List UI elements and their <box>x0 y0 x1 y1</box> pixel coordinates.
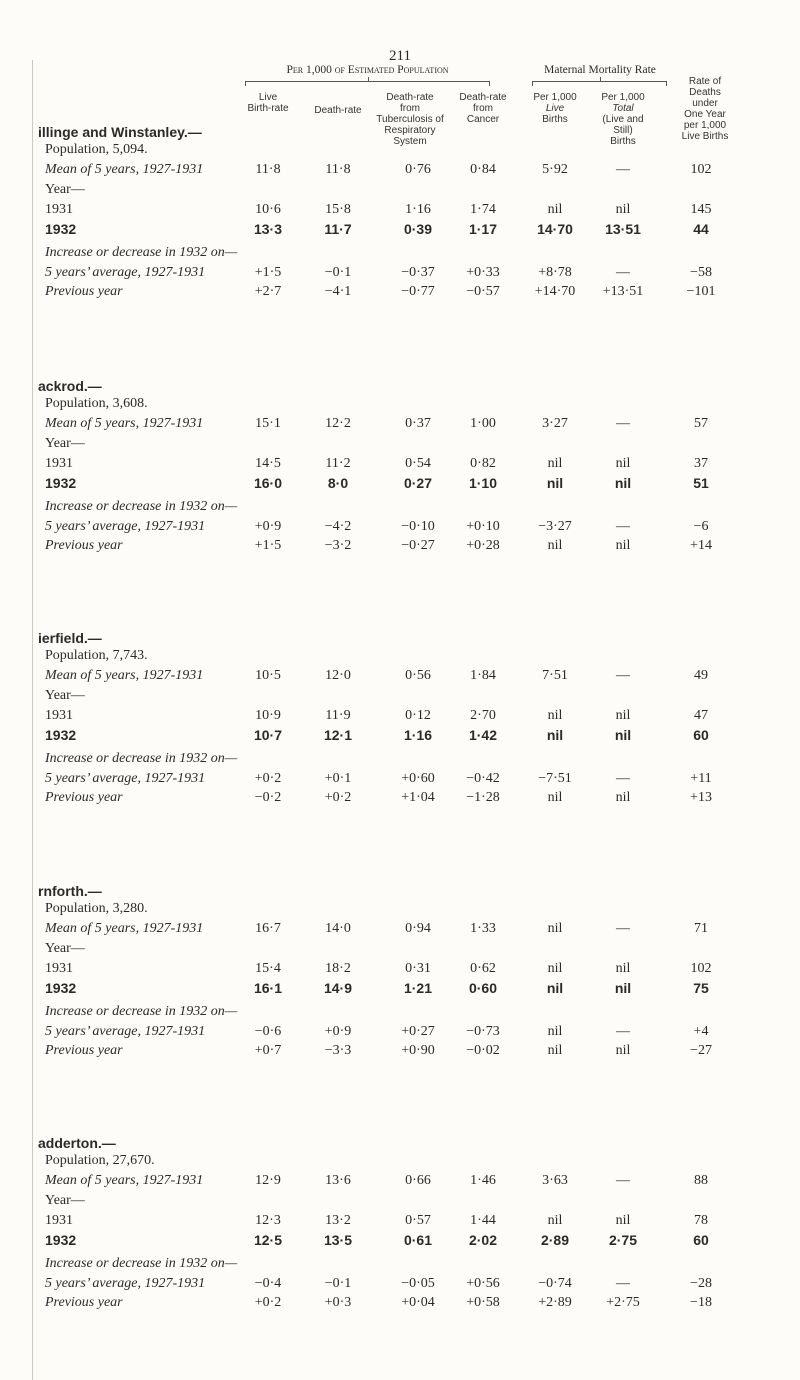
year-1931-row-value: nil <box>547 708 563 723</box>
mean-row-value: 57 <box>694 416 708 431</box>
mean-row-label: Mean of 5 years, 1927-1931 <box>45 668 204 683</box>
mean-row-value: 3·27 <box>542 416 568 431</box>
mean-row-value: — <box>616 668 630 683</box>
year-1932-row-value: 14·70 <box>537 221 573 237</box>
year-1932-row-value: 2·89 <box>540 1232 570 1248</box>
mean-row-label: Mean of 5 years, 1927-1931 <box>45 162 204 177</box>
year-heading-label: Year— <box>45 688 85 703</box>
change-vs-average-row-value: +0·33 <box>466 265 500 280</box>
year-1932-row-label: 1932 <box>45 727 77 743</box>
header-brace-maternal <box>532 81 667 82</box>
change-vs-average-row-value: +0·60 <box>401 771 435 786</box>
change-vs-previous-row-label: Previous year <box>45 538 123 553</box>
header-group-maternal: Maternal Mortality Rate <box>544 64 656 76</box>
mean-row-value: nil <box>547 921 563 936</box>
district-name: rnforth.— <box>38 883 102 899</box>
year-1931-row-value: 11·2 <box>325 456 351 471</box>
change-vs-average-row-value: −28 <box>690 1276 712 1291</box>
mean-row-value: 7·51 <box>542 668 568 683</box>
year-1931-row-value: nil <box>547 456 563 471</box>
mean-row-value: 1·33 <box>470 921 496 936</box>
change-vs-previous-row-value: −27 <box>690 1043 712 1058</box>
year-1931-row-label: 1931 <box>45 202 73 217</box>
change-vs-previous-row-value: +1·04 <box>401 790 435 805</box>
change-vs-average-row-label: 5 years’ average, 1927-1931 <box>45 771 206 786</box>
mean-row-value: — <box>616 921 630 936</box>
district-name: illinge and Winstanley.— <box>38 124 202 140</box>
year-1932-row-value: 51 <box>693 475 709 491</box>
change-vs-average-row-value: −0·05 <box>401 1276 435 1291</box>
year-1931-row-value: 12·3 <box>255 1213 281 1228</box>
year-1932-row-value: nil <box>546 980 564 996</box>
mean-row-value: 1·84 <box>470 668 496 683</box>
population-label: Population, 3,608. <box>45 396 148 411</box>
change-vs-previous-row-value: −0·77 <box>401 284 435 299</box>
year-1932-row-value: 13·51 <box>605 221 641 237</box>
year-1931-row-value: nil <box>615 961 631 976</box>
mean-row-value: 13·6 <box>325 1173 351 1188</box>
mean-row-value: 16·7 <box>255 921 281 936</box>
change-vs-previous-row-value: nil <box>547 1043 563 1058</box>
change-vs-average-row-value: +0·2 <box>254 771 282 786</box>
year-1931-row-value: nil <box>547 202 563 217</box>
change-vs-previous-row-value: +0·58 <box>466 1295 500 1310</box>
year-1932-row-value: 14·9 <box>323 980 353 996</box>
change-vs-average-row-value: +11 <box>690 771 712 786</box>
change-vs-average-row-value: −0·74 <box>538 1276 572 1291</box>
year-1931-row-value: 10·9 <box>255 708 281 723</box>
district-name: adderton.— <box>38 1135 116 1151</box>
year-1931-row-value: nil <box>547 961 563 976</box>
mean-row-value: 15·1 <box>255 416 281 431</box>
mean-row-value: 1·46 <box>470 1173 496 1188</box>
year-1932-row-value: 0·39 <box>403 221 433 237</box>
change-vs-previous-row-value: +2·7 <box>254 284 282 299</box>
change-heading-label: Increase or decrease in 1932 on— <box>45 1004 238 1019</box>
year-1932-row-value: nil <box>614 727 632 743</box>
change-vs-previous-row-value: nil <box>615 790 631 805</box>
year-heading-label: Year— <box>45 182 85 197</box>
mean-row-value: 12·9 <box>255 1173 281 1188</box>
year-1932-row-value: 1·10 <box>468 475 498 491</box>
population-label: Population, 27,670. <box>45 1153 155 1168</box>
year-1931-row-value: 145 <box>690 202 712 217</box>
change-vs-average-row-value: −4·2 <box>324 519 352 534</box>
mean-row-value: 0·56 <box>405 668 431 683</box>
year-1932-row-value: 12·5 <box>253 1232 283 1248</box>
mean-row-value: — <box>616 1173 630 1188</box>
change-vs-average-row-value: +8·78 <box>538 265 572 280</box>
year-1932-row-value: 12·1 <box>323 727 353 743</box>
mean-row-value: 0·94 <box>405 921 431 936</box>
change-vs-average-row-value: +0·56 <box>466 1276 500 1291</box>
change-vs-previous-row-value: −18 <box>690 1295 712 1310</box>
year-1932-row-value: 16·1 <box>253 980 283 996</box>
change-vs-average-row-value: −58 <box>690 265 712 280</box>
mean-row-value: 3·63 <box>542 1173 568 1188</box>
year-1931-row-value: 0·82 <box>470 456 496 471</box>
population-label: Population, 3,280. <box>45 901 148 916</box>
mean-row-value: 10·5 <box>255 668 281 683</box>
year-1931-row-value: 13·2 <box>325 1213 351 1228</box>
year-1932-row-label: 1932 <box>45 1232 77 1248</box>
year-heading-label: Year— <box>45 436 85 451</box>
change-vs-previous-row-value: +0·3 <box>324 1295 352 1310</box>
mean-row-value: 0·66 <box>405 1173 431 1188</box>
change-vs-previous-row-value: +0·04 <box>401 1295 435 1310</box>
change-vs-average-row-value: +0·9 <box>254 519 282 534</box>
change-vs-average-row-label: 5 years’ average, 1927-1931 <box>45 1276 206 1291</box>
mean-row-value: 102 <box>690 162 712 177</box>
change-vs-previous-row-value: +0·2 <box>254 1295 282 1310</box>
change-vs-average-row-value: −3·27 <box>538 519 572 534</box>
year-1931-row-label: 1931 <box>45 456 73 471</box>
change-vs-previous-row-label: Previous year <box>45 1295 123 1310</box>
change-vs-average-row-value: +0·27 <box>401 1024 435 1039</box>
change-vs-previous-row-value: −0·02 <box>466 1043 500 1058</box>
header-group-population: Per 1,000 of Estimated Population <box>286 64 449 76</box>
change-vs-previous-row-value: +0·7 <box>254 1043 282 1058</box>
change-vs-previous-row-label: Previous year <box>45 790 123 805</box>
year-1932-row-value: 16·0 <box>253 475 283 491</box>
year-1932-row-value: 1·16 <box>403 727 433 743</box>
change-vs-previous-row-value: −1·28 <box>466 790 500 805</box>
year-1931-row-value: nil <box>615 708 631 723</box>
mean-row-value: 11·8 <box>325 162 351 177</box>
mean-row-value: — <box>616 162 630 177</box>
year-1932-row-value: nil <box>614 980 632 996</box>
mean-row-value: 0·76 <box>405 162 431 177</box>
change-vs-average-row-value: −7·51 <box>538 771 572 786</box>
change-vs-average-row-value: nil <box>547 1024 563 1039</box>
year-1931-row-label: 1931 <box>45 961 73 976</box>
year-1931-row-label: 1931 <box>45 1213 73 1228</box>
year-1932-row-value: 2·75 <box>608 1232 638 1248</box>
change-heading-label: Increase or decrease in 1932 on— <box>45 751 238 766</box>
year-1931-row-value: 1·44 <box>470 1213 496 1228</box>
year-1931-row-value: 0·57 <box>405 1213 431 1228</box>
change-vs-average-row-value: +4 <box>693 1024 709 1039</box>
mean-row-value: 0·37 <box>405 416 431 431</box>
change-vs-average-row-value: — <box>616 519 630 534</box>
year-1931-row-value: 0·62 <box>470 961 496 976</box>
mean-row-value: 11·8 <box>255 162 281 177</box>
year-1932-row-value: 13·3 <box>253 221 283 237</box>
mean-row-value: 12·2 <box>325 416 351 431</box>
header-infant-mortality: Rate of Deaths under One Year per 1,000 Live Births <box>681 76 729 142</box>
change-vs-previous-row-value: +2·75 <box>606 1295 640 1310</box>
mean-row-value: 12·0 <box>325 668 351 683</box>
change-vs-average-row-value: +0·1 <box>324 771 352 786</box>
header-cancer-death-rate: Death-rate from Cancer <box>459 92 507 125</box>
year-1932-row-value: 1·21 <box>403 980 433 996</box>
mean-row-value: 5·92 <box>542 162 568 177</box>
mean-row-value: 88 <box>694 1173 708 1188</box>
mean-row-value: 49 <box>694 668 708 683</box>
change-vs-previous-row-value: nil <box>615 1043 631 1058</box>
change-vs-average-row-label: 5 years’ average, 1927-1931 <box>45 265 206 280</box>
year-heading-label: Year— <box>45 941 85 956</box>
year-1931-row-value: 18·2 <box>325 961 351 976</box>
change-vs-previous-row-value: +0·90 <box>401 1043 435 1058</box>
mean-row-label: Mean of 5 years, 1927-1931 <box>45 1173 204 1188</box>
header-tb-death-rate: Death-rate from Tuberculosis of Respiratory System <box>376 92 444 147</box>
change-vs-previous-row-value: −3·3 <box>324 1043 352 1058</box>
year-1931-row-value: 102 <box>690 961 712 976</box>
change-heading-label: Increase or decrease in 1932 on— <box>45 499 238 514</box>
year-1931-row-value: nil <box>615 1213 631 1228</box>
year-heading-label: Year— <box>45 1193 85 1208</box>
change-vs-average-row-label: 5 years’ average, 1927-1931 <box>45 1024 206 1039</box>
change-vs-previous-row-value: nil <box>547 790 563 805</box>
year-1931-row-value: 0·31 <box>405 961 431 976</box>
year-1931-row-value: 1·74 <box>470 202 496 217</box>
change-vs-average-row-value: +1·5 <box>254 265 282 280</box>
year-1931-row-value: 0·12 <box>405 708 431 723</box>
year-1932-row-value: 8·0 <box>327 475 349 491</box>
year-1932-row-value: nil <box>546 475 564 491</box>
change-vs-previous-row-value: −0·57 <box>466 284 500 299</box>
change-vs-average-row-value: −0·1 <box>324 265 352 280</box>
year-1932-row-value: 0·61 <box>403 1232 433 1248</box>
year-1931-row-value: nil <box>615 202 631 217</box>
change-vs-previous-row-value: nil <box>547 538 563 553</box>
change-vs-previous-row-label: Previous year <box>45 284 123 299</box>
change-vs-average-row-value: −0·6 <box>254 1024 282 1039</box>
change-vs-previous-row-value: +0·2 <box>324 790 352 805</box>
district-name: ackrod.— <box>38 378 102 394</box>
year-1931-row-value: 2·70 <box>470 708 496 723</box>
header-maternal-total: Per 1,000 Total (Live and Still) Births <box>601 92 645 147</box>
year-1931-row-value: nil <box>547 1213 563 1228</box>
year-1932-row-value: 75 <box>693 980 709 996</box>
year-1931-row-value: 37 <box>694 456 708 471</box>
header-brace-population <box>245 81 490 82</box>
year-1932-row-value: 2·02 <box>468 1232 498 1248</box>
year-1931-row-value: nil <box>615 456 631 471</box>
change-vs-previous-row-value: +0·28 <box>466 538 500 553</box>
year-1931-row-value: 15·4 <box>255 961 281 976</box>
change-vs-average-row-value: −0·1 <box>324 1276 352 1291</box>
change-vs-previous-row-label: Previous year <box>45 1043 123 1058</box>
population-label: Population, 5,094. <box>45 142 148 157</box>
year-1932-row-value: 44 <box>693 221 709 237</box>
change-vs-average-row-value: −6 <box>693 519 709 534</box>
header-live-birth-rate: Live Birth-rate <box>247 92 289 114</box>
year-1932-row-value: 60 <box>693 1232 709 1248</box>
year-1932-row-value: 1·42 <box>468 727 498 743</box>
change-vs-average-row-value: −0·4 <box>254 1276 282 1291</box>
change-vs-previous-row-value: −0·27 <box>401 538 435 553</box>
change-vs-average-row-value: — <box>616 1024 630 1039</box>
year-1932-row-value: 13·5 <box>323 1232 353 1248</box>
header-maternal-live: Per 1,000 Live Births <box>533 92 577 125</box>
change-vs-average-row-value: +0·9 <box>324 1024 352 1039</box>
year-1932-row-value: 11·7 <box>324 221 352 237</box>
change-vs-average-row-label: 5 years’ average, 1927-1931 <box>45 519 206 534</box>
change-vs-previous-row-value: −101 <box>686 284 716 299</box>
year-1932-row-value: 0·60 <box>468 980 498 996</box>
change-vs-average-row-value: −0·42 <box>466 771 500 786</box>
year-1932-row-value: 60 <box>693 727 709 743</box>
change-vs-average-row-value: −0·37 <box>401 265 435 280</box>
change-vs-average-row-value: −0·10 <box>401 519 435 534</box>
mean-row-value: 0·84 <box>470 162 496 177</box>
change-vs-average-row-value: −0·73 <box>466 1024 500 1039</box>
year-1932-row-label: 1932 <box>45 980 77 996</box>
population-label: Population, 7,743. <box>45 648 148 663</box>
mean-row-value: — <box>616 416 630 431</box>
year-1931-row-value: 47 <box>694 708 708 723</box>
change-vs-previous-row-value: +1·5 <box>254 538 282 553</box>
change-vs-previous-row-value: +13·51 <box>602 284 644 299</box>
mean-row-label: Mean of 5 years, 1927-1931 <box>45 416 204 431</box>
year-1931-row-value: 14·5 <box>255 456 281 471</box>
year-1931-row-value: 15·8 <box>325 202 351 217</box>
year-1932-row-value: 10·7 <box>253 727 283 743</box>
year-1931-row-value: 78 <box>694 1213 708 1228</box>
year-1932-row-label: 1932 <box>45 475 77 491</box>
change-vs-previous-row-value: −3·2 <box>324 538 352 553</box>
change-vs-previous-row-value: +2·89 <box>538 1295 572 1310</box>
year-1932-row-label: 1932 <box>45 221 77 237</box>
year-1932-row-value: 0·27 <box>403 475 433 491</box>
year-1931-row-value: 1·16 <box>405 202 431 217</box>
change-heading-label: Increase or decrease in 1932 on— <box>45 1256 238 1271</box>
year-1931-row-value: 0·54 <box>405 456 431 471</box>
mean-row-value: 1·00 <box>470 416 496 431</box>
year-1931-row-value: 11·9 <box>325 708 351 723</box>
change-heading-label: Increase or decrease in 1932 on— <box>45 245 238 260</box>
mean-row-value: 71 <box>694 921 708 936</box>
change-vs-previous-row-value: −4·1 <box>324 284 352 299</box>
district-name: ierfield.— <box>38 630 102 646</box>
mean-row-label: Mean of 5 years, 1927-1931 <box>45 921 204 936</box>
year-1932-row-value: nil <box>614 475 632 491</box>
change-vs-average-row-value: — <box>616 265 630 280</box>
gutter-line <box>32 60 33 1380</box>
year-1931-row-label: 1931 <box>45 708 73 723</box>
change-vs-average-row-value: — <box>616 771 630 786</box>
year-1931-row-value: 10·6 <box>255 202 281 217</box>
header-death-rate: Death-rate <box>314 105 362 116</box>
change-vs-average-row-value: +0·10 <box>466 519 500 534</box>
page-number: 211 <box>389 48 411 64</box>
change-vs-previous-row-value: −0·2 <box>254 790 282 805</box>
mean-row-value: 14·0 <box>325 921 351 936</box>
year-1932-row-value: 1·17 <box>468 221 498 237</box>
change-vs-previous-row-value: +14 <box>690 538 712 553</box>
year-1932-row-value: nil <box>546 727 564 743</box>
change-vs-previous-row-value: nil <box>615 538 631 553</box>
change-vs-previous-row-value: +14·70 <box>534 284 576 299</box>
change-vs-average-row-value: — <box>616 1276 630 1291</box>
change-vs-previous-row-value: +13 <box>690 790 712 805</box>
